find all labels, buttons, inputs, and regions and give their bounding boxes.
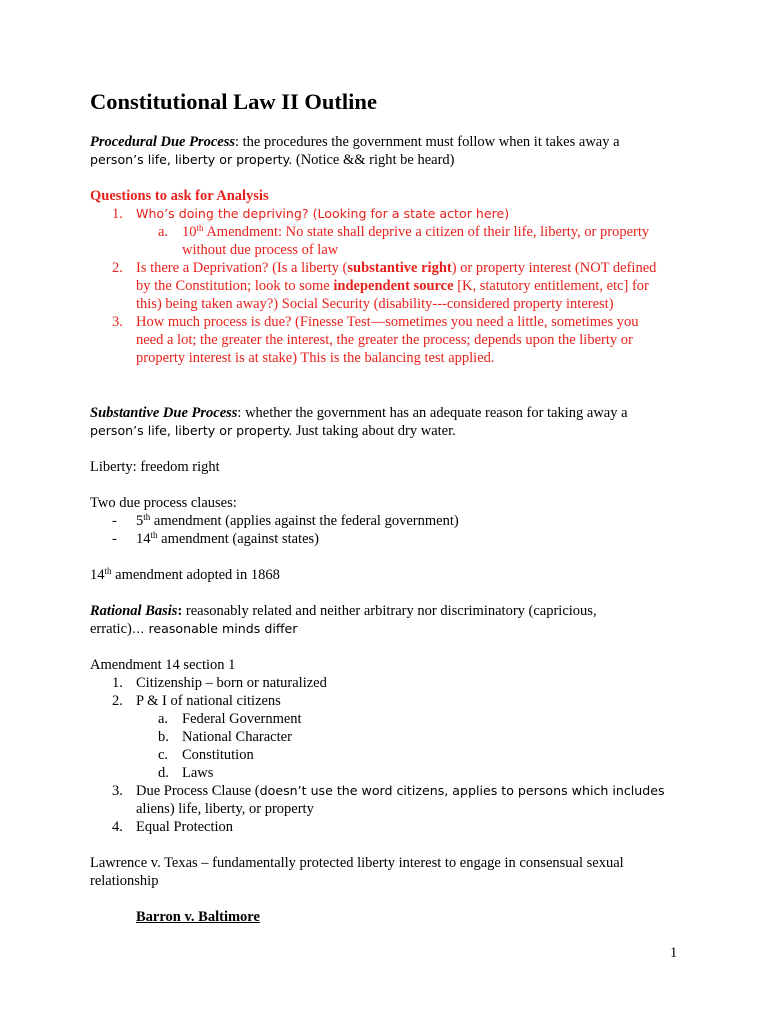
sdp-line2b: Just taking about dry water. (292, 423, 456, 439)
clause-5th-marker: - (112, 513, 117, 529)
amendment-item-3-l1b: doesn’t use the word citizens, applies to persons which includes (259, 783, 665, 798)
amendment-item-2a-marker: a. (158, 711, 169, 727)
amendment-item-1-marker: 1. (112, 675, 123, 691)
rational-basis-paragraph (90, 602, 690, 638)
question-1a-marker: a. (158, 224, 169, 240)
amendment-item-3-marker: 3. (112, 783, 123, 799)
adopted-pre: 14 (90, 567, 105, 583)
amendment-item-2d-text: Laws (182, 765, 214, 781)
rational-basis-line1: reasonably related and neither arbitrary nor discriminatory (capricious, (182, 603, 597, 619)
question-2 (90, 259, 690, 313)
question-2-l1b: substantive right (347, 260, 452, 276)
clause-5th (90, 512, 690, 530)
amendment-item-3-l1a: Due Process Clause ( (136, 783, 260, 799)
pdp-line2a: person’s life, liberty or property. (90, 152, 293, 167)
pdp-line1: : the procedures the government must follow when it takes away a (235, 134, 620, 150)
amendment-item-2d-marker: d. (158, 765, 169, 781)
question-1-text: Who’s doing the depriving? (Looking for a state actor here) (136, 206, 510, 221)
lawrence-line2: relationship (90, 873, 159, 889)
clause-5th-pre: 5 (136, 513, 144, 529)
amendment-item-3-l2: aliens) life, liberty, or property (136, 801, 314, 817)
liberty-definition: Liberty: freedom right (90, 459, 220, 475)
amendment-adopted (90, 566, 690, 584)
amendment-item-2c-marker: c. (158, 747, 169, 763)
amendment-item-2b-marker: b. (158, 729, 169, 745)
rational-basis-line2a: erratic) (90, 621, 132, 637)
question-1 (90, 205, 690, 223)
amendment-item-2b-text: National Character (182, 729, 292, 745)
clauses-heading: Two due process clauses: (90, 495, 237, 511)
amendment-item-2-marker: 2. (112, 693, 123, 709)
amendment-item-2c-text: Constitution (182, 747, 254, 763)
question-2-l3: this) being taken away?) Social Security (disability---considered property interest) (136, 296, 614, 312)
amendment-item-2d (90, 764, 690, 782)
adopted-sup: th (104, 566, 112, 576)
question-3-l2: need a lot; the greater the interest, the greater the process; depends upon the liberty or (136, 332, 633, 348)
amendment-item-2b (90, 728, 690, 746)
clause-14th-marker: - (112, 531, 117, 547)
page-number: 1 (670, 945, 678, 961)
clause-14th (90, 530, 690, 548)
clause-5th-sup: th (143, 512, 151, 522)
clause-14th-text: amendment (against states) (157, 531, 319, 547)
barron-heading: Barron v. Baltimore (136, 909, 260, 925)
substantive-due-process-paragraph (90, 404, 690, 440)
sdp-term: Substantive Due Process (90, 405, 238, 421)
clause-14th-pre: 14 (136, 531, 151, 547)
document-title: Constitutional Law II Outline (90, 89, 377, 114)
amendment-item-2a (90, 710, 690, 728)
sdp-line1: : whether the government has an adequate reason for taking away a (237, 405, 628, 421)
rational-basis-colon: : (177, 603, 183, 619)
question-2-l2a: by the Constitution; look to some (136, 278, 334, 294)
adopted-text: amendment adopted in 1868 (111, 567, 280, 583)
question-1-marker: 1. (112, 206, 123, 222)
amendment-item-2-text: P & I of national citizens (136, 693, 281, 709)
rational-basis-term: Rational Basis (90, 603, 178, 619)
amendment-item-2a-text: Federal Government (182, 711, 302, 727)
amendment-item-4-text: Equal Protection (136, 819, 234, 835)
question-1a-pre: 10 (182, 224, 197, 240)
rational-basis-line2b: … reasonable minds differ (131, 621, 298, 636)
question-2-marker: 2. (112, 260, 123, 276)
question-1a-line1: Amendment: No state shall deprive a citizen of their life, liberty, or property (203, 224, 650, 240)
due-process-clauses (90, 494, 690, 548)
pdp-term: Procedural Due Process (90, 134, 235, 150)
question-2-l1c: ) or property interest (NOT defined (451, 260, 657, 276)
question-1a-sup: th (196, 223, 204, 233)
question-1a-line2: without due process of law (182, 242, 339, 258)
sdp-line2a: person’s life, liberty or property. (90, 423, 293, 438)
question-3-marker: 3. (112, 314, 123, 330)
clause-14th-sup: th (150, 530, 158, 540)
amendment-item-2 (90, 692, 690, 710)
amendment-item-4 (90, 818, 690, 836)
question-3-l1: How much process is due? (Finesse Test—sometimes you need a little, sometimes you (136, 314, 639, 330)
question-2-l2b: independent source (333, 278, 454, 294)
amendment-item-3 (90, 782, 690, 818)
pdp-line2b: (Notice && right be heard) (292, 152, 455, 168)
clause-5th-text: amendment (applies against the federal government) (150, 513, 459, 529)
amendment-item-2c (90, 746, 690, 764)
document-body (90, 88, 690, 926)
amendment-item-4-marker: 4. (112, 819, 123, 835)
question-1a (90, 223, 690, 259)
analysis-questions (90, 187, 690, 367)
lawrence-line1: Lawrence v. Texas – fundamentally protected liberty interest to engage in consensual sexual (90, 855, 624, 871)
question-3 (90, 313, 690, 367)
question-2-l2c: [K, statutory entitlement, etc] for (453, 278, 649, 294)
question-3-l3: property interest is at stake) This is the balancing test applied. (136, 350, 495, 366)
amendment-14-section (90, 656, 690, 836)
procedural-due-process-paragraph (90, 133, 690, 169)
amendment-heading: Amendment 14 section 1 (90, 657, 236, 673)
question-2-l1a: Is there a Deprivation? (Is a liberty ( (136, 260, 348, 276)
questions-heading: Questions to ask for Analysis (90, 188, 269, 204)
amendment-item-1-text: Citizenship – born or naturalized (136, 675, 327, 691)
lawrence-paragraph (90, 854, 690, 890)
amendment-item-1 (90, 674, 690, 692)
